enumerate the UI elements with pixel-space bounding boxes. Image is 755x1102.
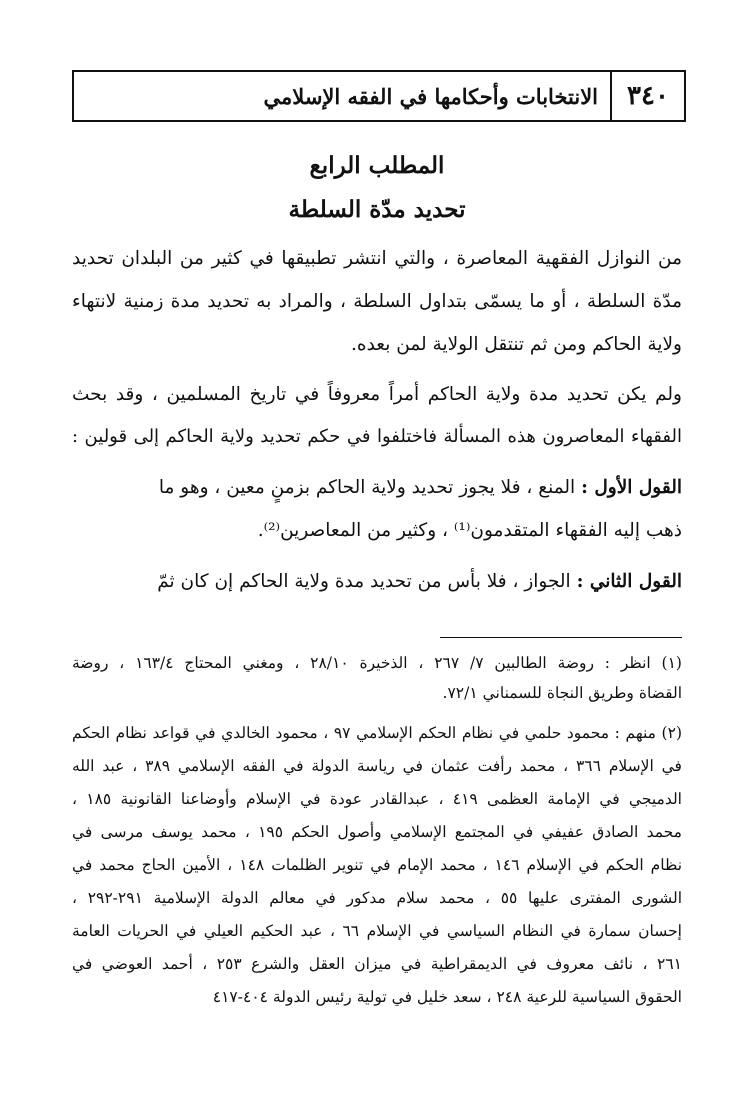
paragraph-line: ولم يكن تحديد مدة ولاية الحاكم أمراً معروفاً في تاريخ المسلمين ، وقد بحث: [72, 384, 682, 405]
footnote-line: (١) انظر : روضة الطالبين ٧/ ٢٦٧ ، الذخيرة ٢٨/١٠ ، ومغني المحتاج ١٦٣/٤ ، روضة: [72, 654, 682, 672]
opinion-two-line: [72, 571, 682, 592]
paragraph-line: ولاية الحاكم ومن ثم تنتقل الولاية لمن بعده.: [351, 334, 682, 355]
opinion-one-line: [72, 477, 682, 498]
opinion-one-text: المنع ، فلا يجوز تحديد ولاية الحاكم بزمنٍ معين ، وهو ما: [158, 477, 576, 498]
opinion-two-label: القول الثاني :: [576, 571, 682, 592]
section-heading: المطلب الرابع: [309, 152, 445, 179]
footnote-line: الدميجي في الإمامة العظمى ٤١٩ ، عبدالقادر عودة في الإسلام وأوضاعنا القانونية ١٨٥ ،: [72, 790, 682, 808]
footnote-line: إحسان سمارة في النظام السياسي في الإسلام ٦٦ ، عبد الحكيم العيلي في الحريات العامة: [72, 922, 682, 940]
footnote-line: في الإسلام ٣٦٦ ، محمد رأفت عثمان في رياسة الدولة في الفقه الإسلامي ٣٨٩ ، عبد الله: [72, 757, 682, 775]
page-number: ٣٤٠: [610, 72, 684, 120]
paragraph-line: من النوازل الفقهية المعاصرة ، والتي انتشر تطبيقها في كثير من البلدان تحديد: [72, 248, 682, 269]
paragraph-line: مدّة السلطة ، أو ما يسمّى بتداول السلطة ، والمراد به تحديد مدة زمنية لانتهاء: [72, 291, 682, 312]
opinion-one-line: ذهب إليه الفقهاء المتقدمون⁽¹⁾ ، وكثير من المعاصرين⁽²⁾.: [257, 520, 682, 541]
footnote-divider: [440, 637, 682, 638]
footnote-line: ٢٦١ ، نائف معروف في الديمقراطية في ميزان العقل والشرع ٢٥٣ ، أحمد العوضي في: [72, 955, 682, 973]
footnote-line: الحقوق السياسية للرعية ٢٤٨ ، سعد خليل في تولية رئيس الدولة ٤٠٤-٤١٧: [212, 988, 682, 1006]
footnote-line: نظام الحكم في الإسلام ١٤٦ ، محمد الإمام في تنوير الظلمات ١٤٨ ، الأمين الحاج محمد في: [72, 856, 683, 874]
footnote-line: القضاة وطريق النجاة للسمناني ٧٢/١.: [442, 684, 682, 702]
running-header: [72, 70, 686, 122]
topic-heading: تحديد مدّة السلطة: [288, 196, 466, 223]
footnote-line: (٢) منهم : محمود حلمي في نظام الحكم الإسلامي ٩٧ ، محمود الخالدي في قواعد نظام الحكم: [72, 724, 682, 742]
opinion-one-label: القول الأول :: [581, 477, 682, 498]
paragraph-line: الفقهاء المعاصرون هذه المسألة فاختلفوا في حكم تحديد ولاية الحاكم إلى قولين :: [72, 426, 682, 447]
opinion-two-text: الجواز ، فلا بأس من تحديد مدة ولاية الحاكم إن كان ثمّ: [157, 571, 571, 592]
footnote-line: الشورى المفترى عليها ٥٥ ، محمد سلام مدكور في معالم الدولة الإسلامية ٢٩١-٢٩٢ ،: [72, 889, 683, 907]
footnote-line: محمد الصادق عفيفي في المجتمع الإسلامي وأصول الحكم ١٩٥ ، محمد يوسف مرسى في: [72, 823, 682, 841]
book-title: الانتخابات وأحكامها في الفقه الإسلامي: [263, 83, 598, 109]
